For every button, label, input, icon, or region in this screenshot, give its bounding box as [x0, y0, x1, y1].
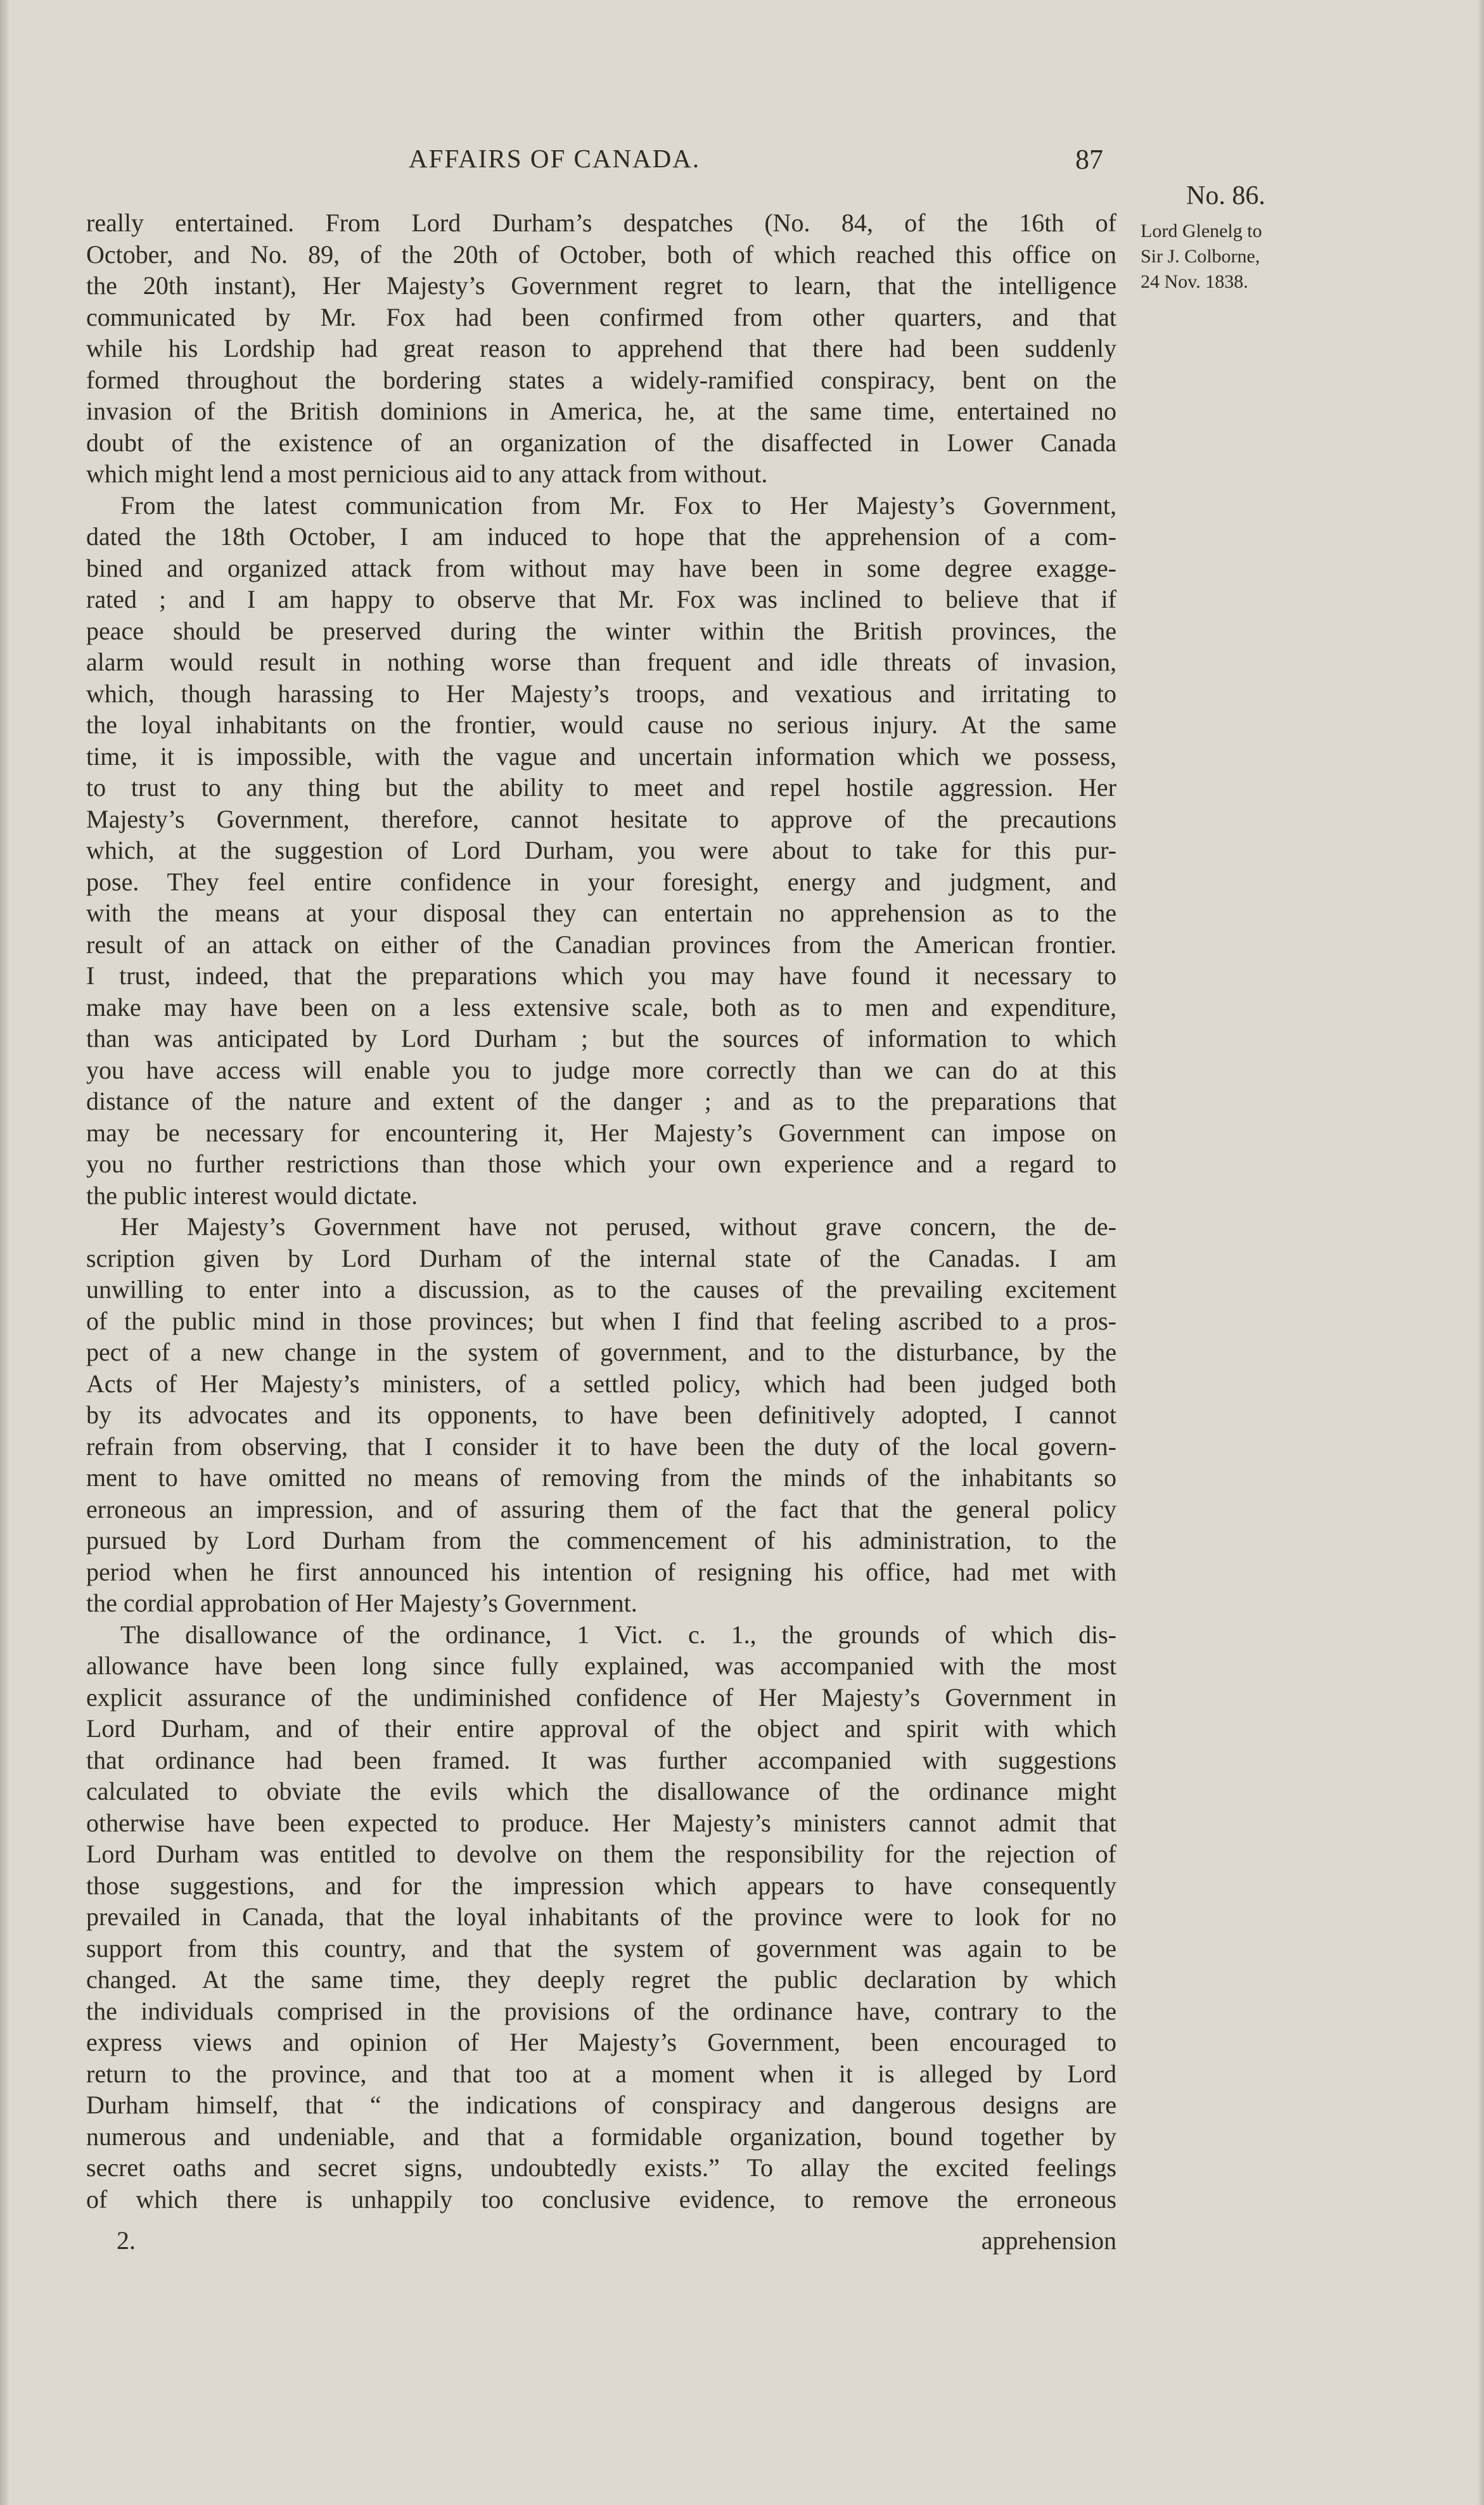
- text-line: express views and opinion of Her Majesty’s Government, been encouraged to: [86, 2028, 1116, 2056]
- text-line: explicit assurance of the undiminished confidence of Her Majesty’s Government in: [86, 1682, 1116, 1712]
- marginal-note-line: 24 Nov. 1838.: [1141, 271, 1248, 292]
- text-line: Majesty’s Government, therefore, cannot hesitate to approve of the precautions: [86, 804, 1116, 833]
- text-line: you have access will enable you to judge more correctly than we can do at this: [86, 1055, 1116, 1084]
- text-line: refrain from observing, that I consider it to have been the duty of the local govern-: [86, 1432, 1116, 1461]
- text-line: period when he first announced his intention of resigning his office, had met with: [86, 1557, 1116, 1586]
- text-line: which, at the suggestion of Lord Durham, you were about to take for this pur-: [86, 836, 1116, 864]
- text-line: Lord Durham, and of their entire approval of the object and spirit with which: [86, 1714, 1116, 1743]
- running-title: AFFAIRS OF CANADA.: [409, 144, 701, 173]
- text-line: support from this country, and that the system of government was again to be: [86, 1933, 1116, 1963]
- text-line: may be necessary for encountering it, Her Majesty’s Government can impose on: [86, 1118, 1116, 1147]
- marginal-document-number: No. 86.: [1186, 181, 1265, 210]
- text-line: pose. They feel entire confidence in your foresight, energy and judgment, and: [86, 867, 1116, 896]
- text-line: communicated by Mr. Fox had been confirmed from other quarters, and that: [86, 302, 1116, 331]
- marginal-note-line: Lord Glenelg to: [1141, 221, 1262, 241]
- text-line: that ordinance had been framed. It was further accompanied with suggestions: [86, 1745, 1116, 1774]
- catchword: apprehension: [981, 2226, 1116, 2255]
- text-line: you no further restrictions than those which your own experience and a regard to: [86, 1150, 1116, 1178]
- text-line: of the public mind in those provinces; but when I find that feeling ascribed to a pros-: [86, 1306, 1116, 1335]
- signature-mark: 2.: [117, 2226, 136, 2255]
- text-line: alarm would result in nothing worse than frequent and idle threats of invasion,: [86, 648, 1116, 676]
- text-line: distance of the nature and extent of the danger ; and as to the preparations that: [86, 1087, 1116, 1115]
- text-line: return to the province, and that too at a moment when it is alleged by Lord: [86, 2059, 1116, 2088]
- page-number: 87: [1075, 144, 1103, 175]
- text-line: changed. At the same time, they deeply regret the public declaration by which: [86, 1965, 1116, 1994]
- text-line: the individuals comprised in the provisions of the ordinance have, contrary to the: [86, 1996, 1116, 2025]
- text-line: Her Majesty’s Government have not perused, without grave concern, the de-: [120, 1212, 1116, 1241]
- text-line: the public interest would dictate.: [86, 1181, 418, 1210]
- text-line: rated ; and I am happy to observe that Mr. Fox was inclined to believe that if: [86, 585, 1116, 613]
- text-line: by its advocates and its opponents, to have been definitively adopted, I cannot: [86, 1400, 1116, 1429]
- text-line: allowance have been long since fully explained, was accompanied with the most: [86, 1651, 1116, 1680]
- text-line: I trust, indeed, that the preparations which you may have found it necessary to: [86, 961, 1116, 990]
- text-line: bined and organized attack from without may have been in some degree exagge-: [86, 553, 1116, 582]
- text-line: From the latest communication from Mr. Fox to Her Majesty’s Government,: [120, 490, 1116, 520]
- marginal-note: [1141, 219, 1296, 295]
- text-line: pursued by Lord Durham from the commencement of his administration, to the: [86, 1526, 1116, 1554]
- text-line: numerous and undeniable, and that a formidable organization, bound together by: [86, 2122, 1116, 2151]
- text-line: result of an attack on either of the Canadian provinces from the American frontier.: [86, 930, 1116, 959]
- text-line: time, it is impossible, with the vague and uncertain information which we possess,: [86, 741, 1116, 771]
- text-line: pect of a new change in the system of government, and to the disturbance, by the: [86, 1338, 1116, 1366]
- text-line: the 20th instant), Her Majesty’s Government regret to learn, that the intelligence: [86, 271, 1116, 300]
- text-line: dated the 18th October, I am induced to hope that the apprehension of a com-: [86, 522, 1116, 551]
- scan-edge-right: [1478, 0, 1484, 2505]
- text-line: make may have been on a less extensive scale, both as to men and expenditure,: [86, 992, 1116, 1022]
- text-line: with the means at your disposal they can entertain no apprehension as to the: [86, 899, 1116, 927]
- text-line: of which there is unhappily too conclusive evidence, to remove the erroneous: [86, 2184, 1116, 2213]
- marginal-note-line: Sir J. Colborne,: [1141, 246, 1260, 267]
- text-line: Lord Durham was entitled to devolve on them the responsibility for the rejection of: [86, 1840, 1116, 1868]
- scan-edge-left: [0, 0, 9, 2505]
- text-line: secret oaths and secret signs, undoubtedly exists.” To allay the excited feelings: [86, 2153, 1116, 2182]
- text-line: Acts of Her Majesty’s ministers, of a settled policy, which had been judged both: [86, 1369, 1116, 1398]
- text-line: October, and No. 89, of the 20th of October, both of which reached this office on: [86, 240, 1116, 269]
- text-line: the cordial approbation of Her Majesty’s Government.: [86, 1589, 637, 1617]
- text-line: prevailed in Canada, that the loyal inhabitants of the province were to look for no: [86, 1902, 1116, 1931]
- text-line: The disallowance of the ordinance, 1 Vict. c. 1., the grounds of which dis-: [120, 1620, 1116, 1649]
- text-line: ment to have omitted no means of removing from the minds of the inhabitants so: [86, 1463, 1116, 1492]
- text-line: while his Lordship had great reason to apprehend that there had been suddenly: [86, 334, 1116, 362]
- text-line: those suggestions, and for the impression which appears to have consequently: [86, 1871, 1116, 1900]
- text-line: otherwise have been expected to produce. Her Majesty’s ministers cannot admit that: [86, 1808, 1116, 1837]
- text-line: formed throughout the bordering states a widely-ramified conspiracy, bent on the: [86, 365, 1116, 394]
- text-line: the loyal inhabitants on the frontier, would cause no serious injury. At the same: [86, 710, 1116, 739]
- text-line: invasion of the British dominions in America, he, at the same time, entertained no: [86, 397, 1116, 425]
- text-line: Durham himself, that “ the indications of conspiracy and dangerous designs are: [86, 2091, 1116, 2119]
- text-line: which, though harassing to Her Majesty’s troops, and vexatious and irritating to: [86, 679, 1116, 708]
- page-footer: [86, 2226, 1116, 2257]
- text-line: which might lend a most pernicious aid to any attack from without.: [86, 459, 768, 488]
- text-line: unwilling to enter into a discussion, as to the causes of the prevailing excitement: [86, 1275, 1116, 1304]
- text-line: really entertained. From Lord Durham’s despatches (No. 84, of the 16th of: [86, 208, 1116, 237]
- text-line: scription given by Lord Durham of the internal state of the Canadas. I am: [86, 1243, 1116, 1272]
- text-line: erroneous an impression, and of assuring them of the fact that the general policy: [86, 1494, 1116, 1523]
- text-line: peace should be preserved during the winter within the British provinces, the: [86, 616, 1116, 645]
- body-text: [86, 207, 1116, 2215]
- text-line: calculated to obviate the evils which the disallowance of the ordinance might: [86, 1777, 1116, 1805]
- text-line: to trust to any thing but the ability to meet and repel hostile aggression. Her: [86, 773, 1116, 802]
- text-line: than was anticipated by Lord Durham ; but the sources of information to which: [86, 1024, 1116, 1053]
- text-line: doubt of the existence of an organization of the disaffected in Lower Canada: [86, 428, 1116, 457]
